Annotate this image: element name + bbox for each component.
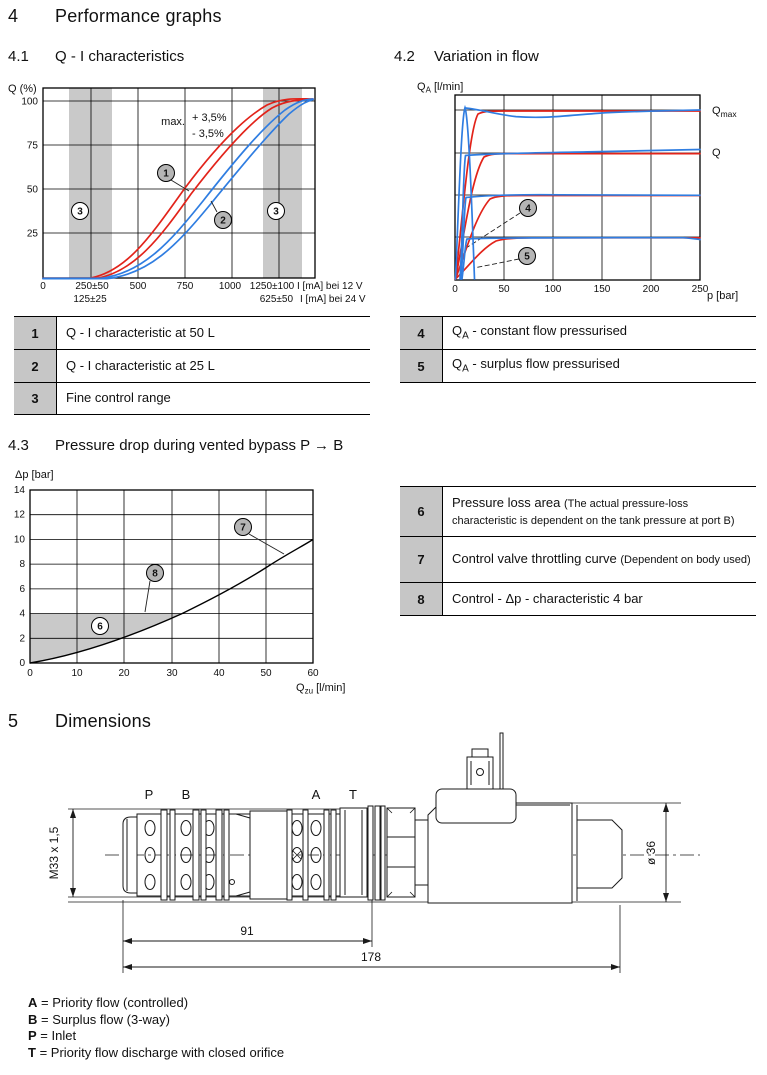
annotation-max: max. bbox=[161, 116, 185, 128]
legend-row-2 bbox=[14, 350, 370, 383]
port-label-p: P bbox=[144, 787, 154, 802]
section-4-2-number: 4.2 bbox=[394, 48, 415, 65]
callout-7-leader bbox=[249, 534, 284, 554]
y-axis-title: Δp [bar] bbox=[15, 469, 54, 481]
svg-text:2: 2 bbox=[19, 633, 25, 645]
legend-key-1: 1 bbox=[14, 317, 57, 349]
legend-text-8: Control - Δp - characteristic 4 bar bbox=[452, 590, 643, 606]
callout-8-leader bbox=[145, 581, 150, 612]
svg-text:5: 5 bbox=[524, 251, 530, 263]
svg-text:6: 6 bbox=[19, 583, 25, 595]
section-4-2-heading bbox=[394, 48, 539, 65]
legend-row-4 bbox=[400, 317, 756, 350]
fine-control-band-left bbox=[69, 88, 112, 278]
legend-row-5 bbox=[400, 350, 756, 383]
svg-text:50: 50 bbox=[498, 284, 510, 295]
legend-row-6 bbox=[400, 487, 756, 537]
legend-key-6: 6 bbox=[400, 487, 443, 536]
legend-row-7 bbox=[400, 537, 756, 583]
svg-text:20: 20 bbox=[118, 668, 130, 679]
svg-text:3: 3 bbox=[273, 206, 279, 218]
svg-text:50: 50 bbox=[26, 184, 38, 196]
svg-text:250±50: 250±50 bbox=[75, 281, 109, 292]
svg-text:12: 12 bbox=[13, 509, 25, 521]
svg-text:125±25: 125±25 bbox=[73, 294, 107, 305]
callout-4 bbox=[520, 200, 537, 217]
x-axis-note-12v: I [mA] bei 12 V bbox=[297, 281, 363, 292]
svg-text:4: 4 bbox=[525, 203, 531, 215]
x-tick-labels bbox=[27, 668, 319, 679]
port-labels bbox=[145, 787, 357, 802]
chart-q-i-characteristics bbox=[0, 78, 390, 313]
legend-key-4: 4 bbox=[400, 317, 443, 349]
legend-key-7: 7 bbox=[400, 537, 443, 582]
callout-6 bbox=[92, 618, 109, 635]
callout-8 bbox=[147, 565, 164, 582]
section-4-3-heading bbox=[8, 437, 343, 454]
dim-91 bbox=[123, 900, 372, 973]
dimensions-drawing bbox=[0, 725, 767, 1000]
svg-text:40: 40 bbox=[213, 668, 225, 679]
x-tick-labels bbox=[452, 284, 709, 295]
section-5-number: 5 bbox=[8, 711, 19, 731]
svg-text:75: 75 bbox=[26, 140, 38, 152]
svg-text:250: 250 bbox=[691, 284, 709, 295]
legend-row-3 bbox=[14, 383, 370, 415]
note-b: B = Surplus flow (3-way) bbox=[28, 1011, 170, 1027]
svg-text:7: 7 bbox=[240, 522, 246, 534]
svg-text:0: 0 bbox=[19, 658, 25, 669]
flow-curves bbox=[456, 108, 701, 279]
note-p: P = Inlet bbox=[28, 1028, 77, 1043]
svg-text:0: 0 bbox=[27, 668, 33, 679]
svg-text:1000: 1000 bbox=[218, 281, 242, 292]
svg-text:0: 0 bbox=[40, 281, 46, 292]
svg-text:1250±100: 1250±100 bbox=[249, 281, 295, 292]
svg-text:50: 50 bbox=[260, 668, 272, 679]
legend-text-6: Pressure loss area (The actual pressure-loss characteristic is dependent on the tank pressure at port B) bbox=[452, 494, 735, 527]
callout-1 bbox=[158, 165, 175, 182]
dia-36-label: ø 36 bbox=[644, 840, 658, 866]
legend-key-3: 3 bbox=[14, 383, 57, 414]
thread-label: M33 x 1,5 bbox=[47, 826, 61, 880]
connector bbox=[467, 733, 503, 789]
legend-row-8 bbox=[400, 583, 756, 616]
note-a: A = Priority flow (controlled) bbox=[28, 995, 189, 1010]
svg-text:10: 10 bbox=[13, 534, 25, 546]
thread-section bbox=[340, 808, 367, 897]
dim-m33 bbox=[47, 809, 76, 897]
port-notes bbox=[28, 995, 284, 1061]
svg-text:100: 100 bbox=[544, 284, 562, 295]
y-axis-title: Q (%) bbox=[8, 83, 37, 95]
svg-text:100: 100 bbox=[21, 96, 38, 108]
dim-178-label: 178 bbox=[360, 950, 382, 964]
port-label-a: A bbox=[311, 787, 321, 802]
section-4-1-heading bbox=[8, 48, 184, 65]
section-4-2-title: Variation in flow bbox=[434, 48, 539, 65]
port-label-b: B bbox=[181, 787, 191, 802]
connector-pin bbox=[500, 733, 503, 789]
section-4-3-number: 4.3 bbox=[8, 437, 29, 454]
dim-dia36 bbox=[644, 803, 669, 902]
plot-border bbox=[455, 95, 700, 280]
section-4-title: Performance graphs bbox=[55, 6, 222, 26]
svg-text:625±50: 625±50 bbox=[259, 294, 293, 305]
legend-text-4: $Q_A$ - constant flow pressurised bbox=[452, 322, 628, 342]
legend-text-3: Fine control range bbox=[66, 390, 171, 406]
x-axis-title: $Q_{zu}$ [l/min] bbox=[296, 682, 346, 696]
callout-2 bbox=[215, 212, 232, 229]
coil-housing bbox=[436, 789, 516, 823]
chart-variation-in-flow bbox=[395, 78, 767, 313]
svg-text:3: 3 bbox=[77, 206, 83, 218]
svg-text:8: 8 bbox=[152, 568, 158, 580]
callout-3-left bbox=[72, 203, 89, 220]
legend-text-5: $Q_A$ - surplus flow pressurised bbox=[452, 355, 620, 375]
section-4-1-number: 4.1 bbox=[8, 48, 29, 65]
svg-text:14: 14 bbox=[13, 485, 25, 496]
section-4-3-title: Pressure drop during vented bypass P → B bbox=[55, 437, 344, 454]
x-axis-note-24v: I [mA] bei 24 V bbox=[300, 294, 366, 305]
section-4-number: 4 bbox=[8, 6, 19, 26]
legend-key-2: 2 bbox=[14, 350, 57, 382]
annotation-plus: + 3,5% bbox=[192, 112, 227, 124]
callout-5 bbox=[519, 248, 536, 265]
solenoid bbox=[428, 733, 622, 903]
label-qmax: $Q_{max}$ bbox=[712, 105, 737, 119]
callout-2-leader bbox=[211, 201, 217, 212]
port-label-t: T bbox=[349, 787, 357, 802]
section-4-heading bbox=[8, 6, 222, 27]
callout-7 bbox=[235, 519, 252, 536]
annotation-max-tolerance bbox=[161, 112, 227, 140]
legend-key-8: 8 bbox=[400, 583, 443, 615]
svg-text:2: 2 bbox=[220, 215, 226, 227]
gridlines bbox=[455, 95, 700, 280]
chart-pressure-drop bbox=[0, 462, 390, 697]
svg-text:4: 4 bbox=[19, 608, 25, 620]
legend-table-4-5 bbox=[400, 316, 756, 383]
y-axis-title: $Q_A$ [l/min] bbox=[417, 81, 464, 95]
svg-text:0: 0 bbox=[452, 284, 458, 295]
end-cap bbox=[577, 820, 622, 888]
x-axis-title: p [bar] bbox=[707, 290, 739, 302]
legend-text-2: Q - I characteristic at 25 L bbox=[66, 357, 215, 373]
svg-text:500: 500 bbox=[129, 281, 147, 292]
svg-text:25: 25 bbox=[26, 228, 38, 240]
dim-178 bbox=[123, 905, 620, 973]
y-tick-labels bbox=[14, 485, 26, 669]
y-tick-labels bbox=[21, 97, 38, 240]
svg-text:10: 10 bbox=[71, 668, 83, 679]
legend-table-1-3 bbox=[14, 316, 370, 415]
x-tick-labels bbox=[40, 281, 366, 305]
svg-text:30: 30 bbox=[166, 668, 178, 679]
callout-5-leader bbox=[474, 259, 519, 268]
svg-text:8: 8 bbox=[19, 559, 25, 571]
annotation-minus: - 3,5% bbox=[192, 128, 224, 140]
cartridge-valve bbox=[123, 806, 385, 900]
hex-nut bbox=[387, 808, 428, 897]
legend-text-7: Control valve throttling curve (Dependent on body used) bbox=[452, 551, 751, 567]
callout-3-right bbox=[268, 203, 285, 220]
svg-text:60: 60 bbox=[307, 668, 319, 679]
legend-text-1: Q - I characteristic at 50 L bbox=[66, 324, 215, 340]
label-q: Q bbox=[712, 147, 721, 159]
section-5-title: Dimensions bbox=[55, 711, 152, 731]
svg-text:750: 750 bbox=[176, 281, 194, 292]
section-4-1-title: Q - I characteristics bbox=[55, 48, 185, 65]
note-t: T = Priority flow discharge with closed orifice bbox=[28, 1044, 285, 1060]
legend-row-1 bbox=[14, 317, 370, 350]
dim-91-label: 91 bbox=[240, 924, 254, 938]
svg-text:200: 200 bbox=[642, 284, 660, 295]
svg-text:1: 1 bbox=[163, 168, 169, 180]
fine-control-band-right bbox=[263, 88, 302, 278]
svg-text:150: 150 bbox=[593, 284, 611, 295]
legend-key-5: 5 bbox=[400, 350, 443, 382]
svg-text:6: 6 bbox=[97, 621, 103, 633]
legend-table-6-8 bbox=[400, 486, 756, 616]
